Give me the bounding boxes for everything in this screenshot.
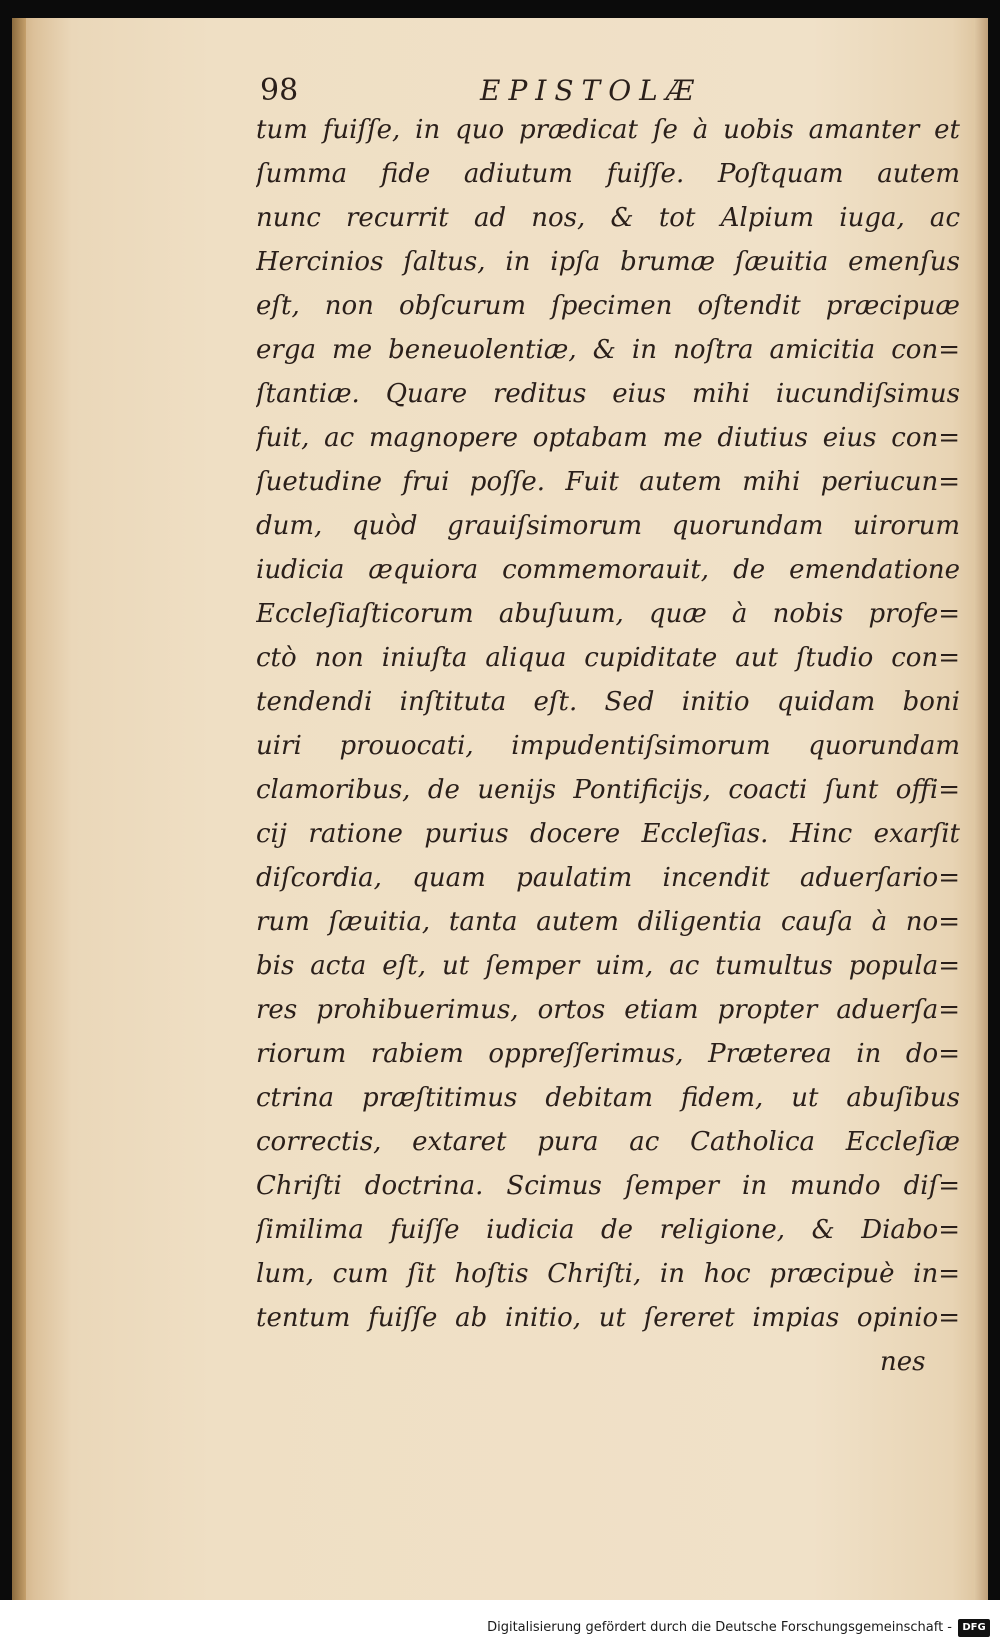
catchword: nes: [880, 1347, 926, 1377]
text-line: bis acta eſt, ut ſemper uim, ac tumultus popula=: [256, 951, 960, 981]
text-line: riorum rabiem oppreſſerimus, Præterea in do=: [256, 1039, 960, 1069]
text-line: ſuetudine frui poſſe. Fuit autem mihi periucun=: [256, 467, 960, 497]
text-line: tentum fuiſſe ab initio, ut ſereret impias opinio=: [256, 1303, 960, 1333]
text-line: ſumma fide adiutum fuiſſe. Poſtquam autem: [256, 159, 960, 189]
text-line: ctrina præſtitimus debitam fidem, ut abuſibus: [256, 1083, 960, 1113]
text-line: ſimilima fuiſſe iudicia de religione, & Diabo=: [256, 1215, 960, 1245]
text-line: clamoribus, de uenijs Pontificijs, coacti ſunt offi=: [256, 775, 960, 805]
text-line: iudicia æquiora commemorauit, de emendatione: [256, 555, 960, 585]
text-line: tum fuiſſe, in quo prædicat ſe à uobis amanter et: [256, 115, 960, 145]
text-line: tendendi inſtituta eſt. Sed initio quidam boni: [256, 687, 960, 717]
text-line: eſt, non obſcurum ſpecimen oſtendit præcipuæ: [256, 291, 960, 321]
text-line: Hercinios ſaltus, in ipſa brumæ ſæuitia emenſus: [256, 247, 960, 277]
text-line: rum ſæuitia, tanta autem diligentia cauſa à no=: [256, 907, 960, 937]
page-number: 98: [260, 73, 299, 108]
text-line: dum, quòd grauiſsimorum quorundam uirorum: [256, 511, 960, 541]
text-line: res prohibuerimus, ortos etiam propter aduerſa=: [256, 995, 960, 1025]
funding-credit: Digitalisierung gefördert durch die Deutsche Forschungsgemeinschaft -: [487, 1620, 952, 1635]
text-line: diſcordia, quam paulatim incendit aduerſario=: [256, 863, 960, 893]
body-text: [256, 108, 960, 1340]
text-line: Eccleſiaſticorum abuſuum, quæ à nobis profe=: [256, 599, 960, 629]
page-gutter-shadow: [12, 18, 26, 1600]
text-line: nunc recurrit ad nos, & tot Alpium iuga, ac: [256, 203, 960, 233]
text-line: cij ratione purius docere Eccleſias. Hinc exarſit: [256, 819, 960, 849]
text-line: ſtantiæ. Quare reditus eius mihi iucundiſsimus: [256, 379, 960, 409]
text-line: erga me beneuolentiæ, & in noſtra amicitia con=: [256, 335, 960, 365]
page-fore-edge: [974, 18, 988, 1600]
digitization-footer: [0, 1610, 1000, 1646]
running-title: EPISTOLÆ: [480, 74, 702, 107]
text-line: fuit, ac magnopere optabam me diutius eius con=: [256, 423, 960, 453]
text-line: Chriſti doctrina. Scimus ſemper in mundo diſ=: [256, 1171, 960, 1201]
text-line: ctò non iniuſta aliqua cupiditate aut ſtudio con=: [256, 643, 960, 673]
text-line: uiri prouocati, impudentiſsimorum quorundam: [256, 731, 960, 761]
text-line: lum, cum ſit hoſtis Chriſti, in hoc præcipuè in=: [256, 1259, 960, 1289]
dfg-logo-icon: DFG: [958, 1619, 990, 1637]
text-line: correctis, extaret pura ac Catholica Eccleſiæ: [256, 1127, 960, 1157]
